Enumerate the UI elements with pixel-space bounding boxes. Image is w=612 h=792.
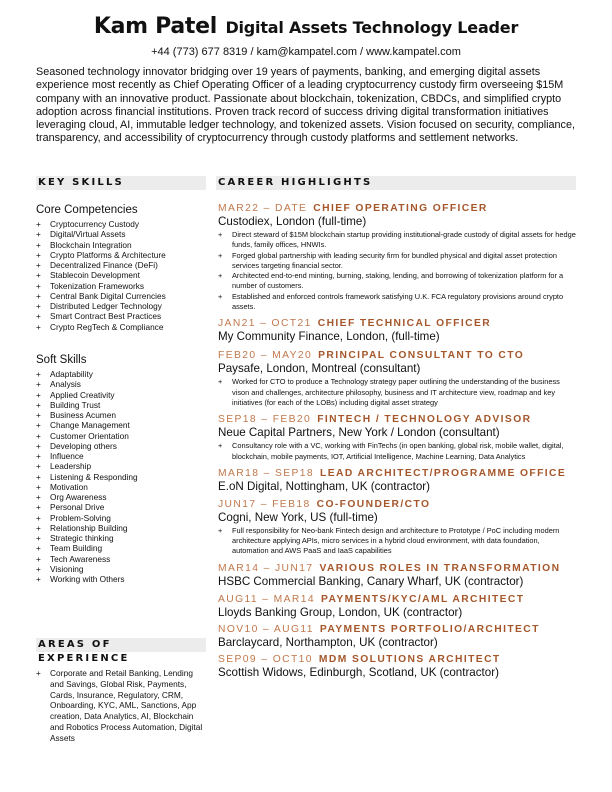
skill-item: [36, 543, 211, 553]
bullet-marker: +: [36, 492, 41, 502]
skill-label: Change Management: [50, 420, 130, 431]
skill-label: Digital/Virtual Assets: [50, 229, 126, 240]
bullet-marker: +: [36, 522, 41, 533]
bullet-marker: +: [36, 379, 41, 390]
job-entry: [218, 562, 578, 589]
skill-item: [36, 441, 211, 451]
job-bullets: [218, 377, 578, 408]
candidate-role: Digital Assets Technology Leader: [225, 18, 519, 37]
job-bullets: [218, 230, 578, 312]
job-bullet-text: Consultancy role with a VC, working with FinTechs (in open banking, global risk, mobile wallet, digital, blockchain, mobile payments, IOT, Artificial Intelligence, Machine Learning, Data Analytics: [232, 441, 564, 461]
bullet-marker: +: [36, 410, 41, 420]
skill-label: Motivation: [50, 481, 88, 492]
job-title: MDM SOLUTIONS ARCHITECT: [318, 653, 501, 665]
bullet-marker: +: [36, 270, 41, 281]
bullet-marker: +: [36, 533, 41, 543]
job-entry: [218, 653, 578, 680]
skill-label: Stablecoin Development: [50, 270, 140, 281]
key-skills-heading: KEY SKILLS: [36, 176, 206, 190]
job-bullet: [218, 271, 578, 292]
skill-item: [36, 369, 211, 379]
areas-of-experience: [36, 668, 208, 744]
skill-item: [36, 451, 211, 461]
job-company: Cogni, New York, US (full-time): [218, 510, 378, 524]
bullet-marker: +: [36, 574, 41, 584]
skill-item: [36, 229, 211, 239]
bullet-marker: +: [36, 280, 41, 291]
bullet-marker: +: [36, 301, 41, 311]
job-dates: AUG11 – MAR14: [218, 593, 315, 605]
skill-label: Business Acumen: [50, 410, 116, 420]
bullet-marker: +: [36, 440, 41, 451]
job-company: Barclaycard, Northampton, UK (contractor): [218, 635, 438, 649]
skill-label: Relationship Building: [50, 522, 128, 533]
skill-label: Blockchain Integration: [50, 239, 132, 250]
core-competencies-list: [36, 219, 211, 332]
skill-label: Influence: [50, 451, 84, 461]
core-competencies-heading: Core Competencies: [36, 204, 138, 216]
bullet-marker: +: [36, 668, 41, 678]
job-bullet: [218, 377, 578, 408]
skill-label: Customer Orientation: [50, 430, 129, 441]
bullet-marker: +: [36, 420, 41, 431]
bullet-marker: +: [36, 543, 41, 554]
bullet-marker: +: [36, 260, 41, 270]
skill-item: [36, 502, 211, 512]
bullet-marker: +: [218, 271, 223, 281]
skill-label: Leadership: [50, 461, 92, 472]
bullet-marker: +: [218, 441, 223, 451]
skill-item: [36, 564, 211, 574]
bullet-marker: +: [36, 239, 41, 250]
job-entry: [218, 202, 578, 312]
job-title: LEAD ARCHITECT/PROGRAMME OFFICE: [320, 467, 567, 479]
skill-item: [36, 482, 211, 492]
job-title: CHIEF TECHNICAL OFFICER: [317, 318, 492, 330]
job-company: My Community Finance, London, (full-time): [218, 330, 440, 344]
skill-label: Listening & Responding: [50, 471, 138, 482]
job-heading: [218, 562, 578, 575]
profile-summary: Seasoned technology innovator bridging over 19 years of payments, banking, and emerging digital assets experience most recently as Chief Operating Officer of a leading cryptocurrency custody firm overseeing $15M company with an innovative product. Passionate about blockchain, tokenization, CBDCs, and simplified crypto adoption across financial institutions. Proven track record of success driving digital transformation initiatives leveraging cloud, AI, immutable ledger technology, and tokenized assets. Vision focused on security, compliance, transparency, and accessibility of cryptocurrency through custody platforms and settlement networks.: [36, 66, 575, 145]
job-dates: JAN21 – OCT21: [218, 318, 312, 330]
skill-item: [36, 250, 211, 260]
job-bullets: [218, 441, 578, 462]
bullet-marker: +: [36, 553, 41, 564]
job-company: Neue Capital Partners, New York / London (consultant): [218, 426, 500, 440]
bullet-marker: +: [218, 377, 223, 387]
bullet-marker: +: [36, 290, 41, 301]
job-title: PAYMENTS PORTFOLIO/ARCHITECT: [319, 623, 540, 635]
bullet-marker: +: [36, 249, 41, 260]
job-dates: FEB20 – MAY20: [218, 350, 313, 362]
job-dates: SEP09 – OCT10: [218, 653, 313, 665]
bullet-marker: +: [36, 430, 41, 441]
skill-item: [36, 301, 211, 311]
skill-item: [36, 400, 211, 410]
skill-item: [36, 472, 211, 482]
skill-item: [36, 291, 211, 301]
skill-label: Distributed Ledger Technology: [50, 301, 162, 311]
skill-label: Strategic thinking: [50, 533, 114, 543]
job-entry: [218, 413, 578, 462]
bullet-marker: +: [36, 451, 41, 461]
job-title: VARIOUS ROLES IN TRANSFORMATION: [319, 562, 561, 574]
job-company: Custodiex, London (full-time): [218, 215, 367, 228]
skill-item: [36, 219, 211, 229]
bullet-marker: +: [218, 291, 223, 301]
skill-label: Developing others: [50, 440, 117, 451]
job-dates: JUN17 – FEB18: [218, 498, 311, 510]
soft-skills-list: [36, 369, 211, 584]
skill-item: [36, 513, 211, 523]
job-entry: [218, 467, 578, 494]
job-entry: [218, 498, 578, 557]
job-company: Scottish Widows, Edinburgh, Scotland, UK (contractor): [218, 665, 499, 679]
skill-label: Decentralized Finance (DeFi): [50, 260, 158, 270]
skill-label: Analysis: [50, 379, 81, 390]
bullet-marker: +: [36, 219, 41, 229]
job-bullets: [218, 526, 578, 557]
resume-header: [0, 14, 612, 39]
job-heading: [218, 317, 578, 330]
skill-label: Adaptability: [50, 369, 93, 379]
job-bullet: [218, 441, 578, 462]
skill-item: [36, 260, 211, 270]
contact-line: +44 (773) 677 8319 / kam@kampatel.com / www.kampatel.com: [151, 46, 461, 58]
skill-item: [36, 574, 211, 584]
skill-item: [36, 431, 211, 441]
skill-item: [36, 533, 211, 543]
job-heading: [218, 413, 578, 426]
skill-label: Crypto Platforms & Architecture: [50, 249, 166, 260]
bullet-marker: +: [36, 399, 41, 410]
job-entry: [218, 349, 578, 408]
job-heading: [218, 653, 578, 666]
bullet-marker: +: [36, 502, 41, 513]
skill-item: [36, 461, 211, 471]
bullet-marker: +: [36, 311, 41, 322]
bullet-marker: +: [36, 389, 41, 400]
bullet-marker: +: [36, 461, 41, 472]
job-bullet-text: Forged global partnership with leading security firm for bundled physical and digital asset protection services targeting financial sector.: [232, 250, 557, 270]
skill-item: [36, 410, 211, 420]
job-dates: MAR18 – SEP18: [218, 467, 315, 479]
job-title: PAYMENTS/KYC/AML ARCHITECT: [321, 593, 525, 605]
job-bullet: [218, 251, 578, 272]
bullet-marker: +: [36, 321, 41, 332]
job-company: E.oN Digital, Nottingham, UK (contractor): [218, 479, 430, 493]
skill-label: Org Awareness: [50, 492, 107, 502]
skill-item: [36, 492, 211, 502]
skill-label: Working with Others: [50, 574, 125, 584]
soft-skills-heading: Soft Skills: [36, 354, 87, 366]
job-title: PRINCIPAL CONSULTANT TO CTO: [318, 350, 525, 362]
bullet-marker: +: [36, 229, 41, 240]
skill-label: Tech Awareness: [50, 553, 111, 564]
job-title: CO-FOUNDER/CTO: [316, 498, 431, 510]
bullet-marker: +: [36, 563, 41, 574]
skill-label: Building Trust: [50, 399, 101, 410]
skill-label: Applied Creativity: [50, 389, 115, 400]
candidate-name: Kam Patel: [93, 14, 217, 39]
bullet-marker: +: [218, 230, 223, 239]
skill-label: Problem-Solving: [50, 512, 111, 523]
job-heading: [218, 498, 578, 511]
job-heading: [218, 593, 578, 606]
skill-item: [36, 420, 211, 430]
job-title: CHIEF OPERATING OFFICER: [313, 203, 488, 214]
career-highlights-heading: CAREER HIGHLIGHTS: [216, 176, 576, 190]
skill-item: [36, 554, 211, 564]
job-bullet-text: Architected end-to-end minting, burning, staking, lending, and borrowing of tokenization platform for a number of customers.: [232, 271, 564, 291]
skill-label: Smart Contract Best Practices: [50, 311, 162, 322]
job-bullet-text: Direct steward of $15M blockchain startup providing institutional-grade custody of digital assets for hedge funds, family offices, HNWIs.: [232, 230, 576, 250]
career-highlights: [218, 202, 578, 683]
job-heading: [218, 349, 578, 362]
skill-item: [36, 311, 211, 321]
bullet-marker: +: [36, 512, 41, 523]
job-bullet: [218, 292, 578, 313]
job-bullet-text: Full responsibility for Neo-bank Fintech design and architecture to Prototype / PoC including modern architecture applying APIs, micro services in a hybrid cloud environment, with data foundation, automation and AWS PaaS and IaaS capabilities: [232, 525, 560, 556]
skill-label: Personal Drive: [50, 502, 105, 513]
job-dates: SEP18 – FEB20: [218, 414, 312, 426]
job-company: Lloyds Banking Group, London, UK (contractor): [218, 605, 463, 619]
job-bullet-text: Worked for CTO to produce a Technology strategy paper outlining the understanding of the business vison and challenges, architecture philosophy, business and IT architecture view, roadmap and key initiatives (for each of the LOBs) including digital asset strategy: [232, 377, 560, 407]
job-bullet-text: Established and enforced controls framework satisfying U.K. FCA regulatory provisions around crypto assets.: [232, 291, 564, 312]
bullet-marker: +: [36, 369, 41, 379]
skill-label: Team Building: [50, 543, 103, 554]
skill-item: [36, 523, 211, 533]
skill-item: [36, 281, 211, 291]
job-heading: [218, 467, 578, 480]
job-bullet: [218, 230, 578, 251]
skill-label: Crypto RegTech & Compliance: [50, 321, 164, 332]
job-company: HSBC Commercial Banking, Canary Wharf, UK (contractor): [218, 574, 524, 588]
skill-label: Central Bank Digital Currencies: [50, 290, 166, 301]
job-entry: [218, 317, 578, 344]
job-entry: [218, 623, 578, 650]
bullet-marker: +: [36, 481, 41, 492]
job-dates: MAR22 – DATE: [218, 203, 308, 214]
job-title: FINTECH / TECHNOLOGY ADVISOR: [317, 414, 532, 426]
job-heading: [218, 202, 578, 215]
job-heading: [218, 623, 578, 636]
job-bullet: [218, 526, 578, 557]
bullet-marker: +: [218, 250, 223, 260]
job-dates: MAR14 – JUN17: [218, 562, 314, 574]
areas-of-experience-heading: AREAS OF EXPERIENCE: [36, 638, 206, 652]
bullet-marker: +: [36, 471, 41, 482]
skill-item: [36, 390, 211, 400]
skill-item: [36, 240, 211, 250]
skill-item: [36, 379, 211, 389]
skill-item: [36, 322, 211, 332]
skill-label: Visioning: [50, 563, 84, 574]
skill-item: [36, 270, 211, 280]
job-dates: NOV10 – AUG11: [218, 623, 314, 635]
job-entry: [218, 593, 578, 620]
areas-of-experience-text: Corporate and Retail Banking, Lending and Savings, Global Risk, Payments, Cards, Insurance, Regulatory, CRM, Onboarding, KYC, AML, Sanctions, App creation, Data Analytics, AI, Blockchain and Robotics Process Automation, Digital Assets: [50, 668, 203, 743]
bullet-marker: +: [218, 525, 223, 535]
skill-label: Cryptocurrency Custody: [50, 219, 139, 229]
skill-label: Tokenization Frameworks: [50, 280, 145, 291]
job-company: Paysafe, London, Montreal (consultant): [218, 362, 421, 376]
